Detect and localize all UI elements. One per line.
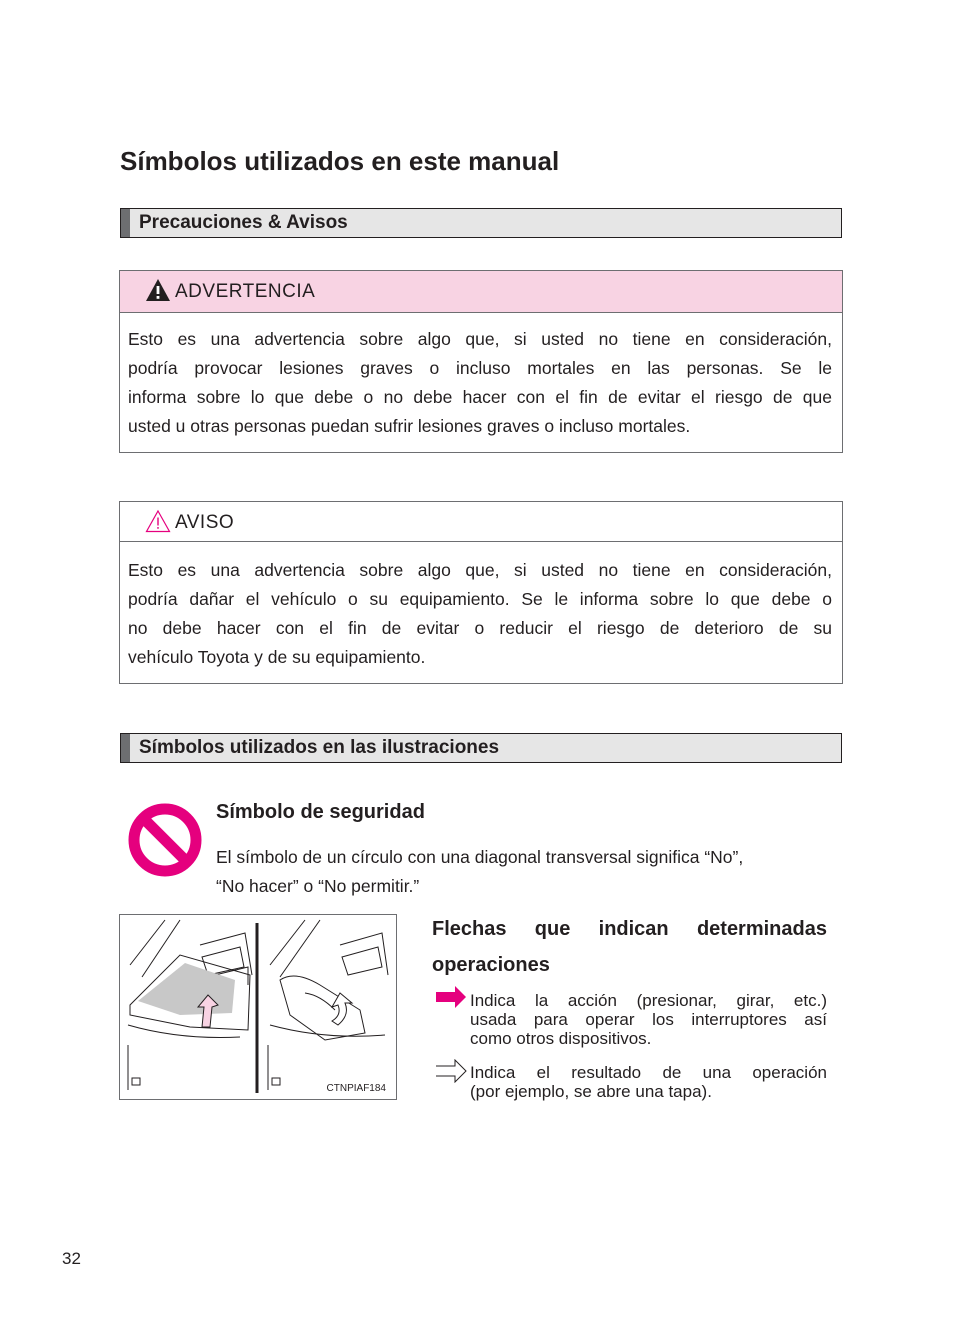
action-line: Indica la acción (presionar, girar, etc.) — [470, 991, 827, 1010]
safety-line: “No hacer” o “No permitir.” — [216, 876, 420, 896]
caution-triangle-outline-icon — [145, 509, 171, 533]
warning-text — [120, 313, 842, 441]
arrows-title-text: Flechas que indican determinadas — [432, 918, 827, 940]
filled-pink-arrow-icon — [435, 985, 467, 1009]
warning-triangle-icon — [145, 278, 171, 302]
action-arrow-description — [470, 991, 827, 1048]
warning-line: informa sobre lo que debe o no debe hacer con el fin de evitar el riesgo de que — [128, 387, 832, 407]
section-header-illustrations — [120, 733, 842, 763]
section-title: Precauciones & Avisos — [139, 212, 348, 233]
page-title: Símbolos utilizados en este manual — [120, 146, 560, 176]
notice-line: Esto es una advertencia sobre algo que, si usted no tiene en consideración, — [128, 560, 832, 580]
warning-heading: ADVERTENCIA — [175, 281, 316, 302]
notice-heading: AVISO — [175, 512, 235, 533]
section-header-precautions — [120, 208, 842, 238]
safety-symbol-description — [216, 843, 836, 901]
arrows-title-line1 — [432, 912, 827, 946]
warning-line: usted u otras personas puedan sufrir lesiones graves o incluso mortales. — [128, 416, 691, 436]
arrows-title — [432, 912, 827, 982]
page-number: 32 — [62, 1249, 81, 1268]
warning-header — [120, 271, 842, 313]
outline-arrow-icon — [435, 1059, 467, 1083]
illustration-code: CTNPIAF184 — [326, 1083, 386, 1094]
notice-line: podría dañar el vehículo o su equipamiento. Se le informa sobre lo que debe o — [128, 589, 832, 609]
arrows-title-line2: operaciones — [432, 954, 550, 976]
action-line: usada para operar los interruptores así — [470, 1010, 827, 1029]
section-title: Símbolos utilizados en las ilustraciones — [139, 737, 500, 758]
notice-header — [120, 502, 842, 542]
overhead-console-illustration — [120, 915, 396, 1099]
prohibition-icon — [128, 803, 202, 877]
warning-box — [119, 270, 843, 453]
section-marker — [121, 209, 130, 237]
warning-line: podría provocar lesiones graves o incluso mortales en las personas. Se le — [128, 358, 832, 378]
notice-text — [120, 542, 842, 672]
result-line: Indica el resultado de una operación — [470, 1063, 827, 1082]
notice-line: no debe hacer con el fin de evitar o reducir el riesgo de deterioro de su — [128, 618, 832, 638]
action-line: como otros dispositivos. — [470, 1029, 652, 1048]
illustration-frame — [119, 914, 397, 1100]
safety-line: El símbolo de un círculo con una diagonal transversal significa “No”, — [216, 847, 744, 867]
warning-line: Esto es una advertencia sobre algo que, si usted no tiene en consideración, — [128, 329, 832, 349]
notice-line: vehículo Toyota y de su equipamiento. — [128, 647, 426, 667]
result-line: (por ejemplo, se abre una tapa). — [470, 1082, 712, 1101]
safety-symbol-title: Símbolo de seguridad — [216, 801, 425, 823]
result-arrow-description — [470, 1063, 827, 1101]
notice-box — [119, 501, 843, 684]
section-marker — [121, 734, 130, 762]
